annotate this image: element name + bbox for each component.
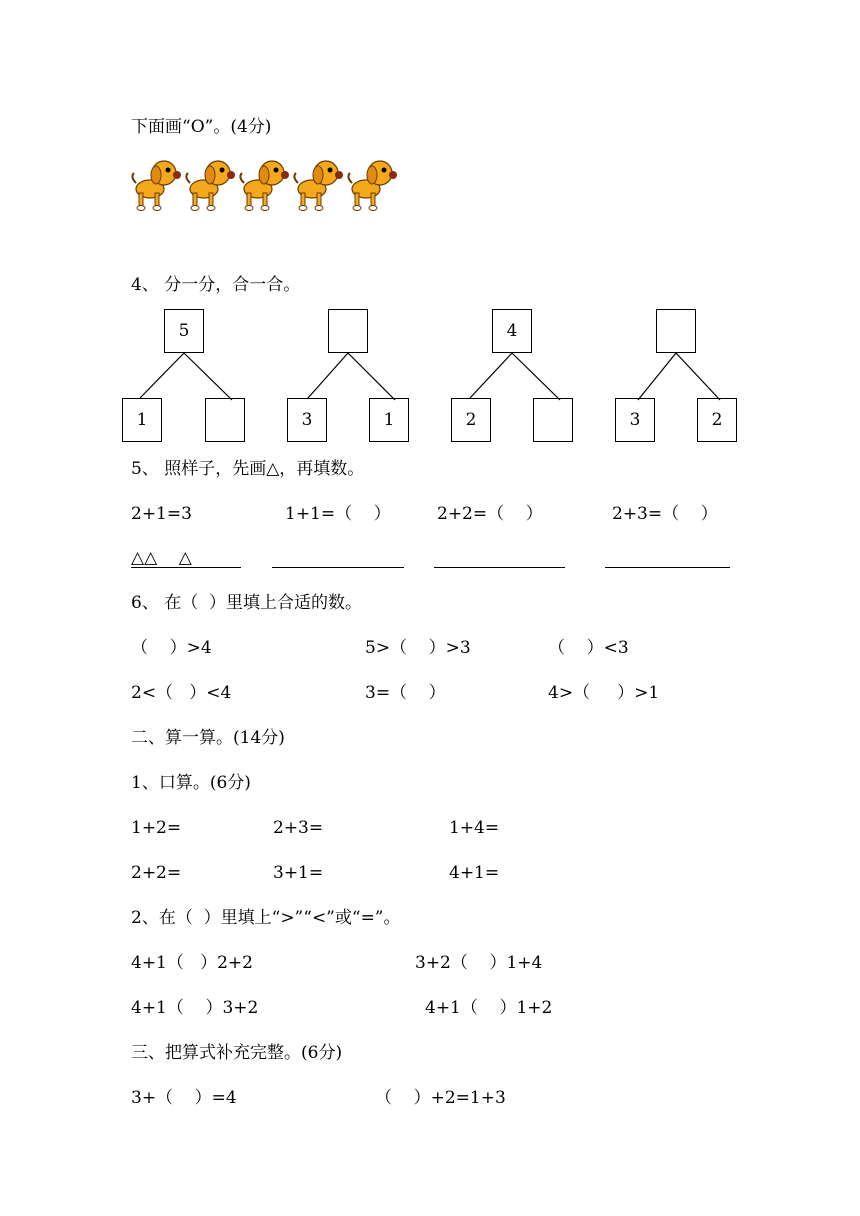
tree-connector-lines <box>0 0 860 460</box>
dog-icon <box>348 161 397 211</box>
compare-3: 4+1（ ）3+2 <box>131 998 259 1018</box>
tree-2-right-box[interactable]: 1 <box>369 398 409 442</box>
dog-icon <box>132 161 181 211</box>
mental-math-1: 1+2= <box>131 818 182 838</box>
section-2-sub1-title: 1、口算。(6分) <box>131 773 251 793</box>
tree-2-top-box[interactable] <box>328 309 368 353</box>
dog-row <box>128 153 408 213</box>
q5-answer-line-2[interactable] <box>434 567 565 568</box>
tree-1-right-box[interactable] <box>205 398 245 442</box>
mental-math-2: 2+3= <box>273 818 324 838</box>
q5-item-2: 2+2=（ ） <box>437 504 543 524</box>
tree-4-top-box[interactable] <box>656 309 696 353</box>
q5-example-equation: 2+1=3 <box>131 504 192 524</box>
q5-example-triangles: △△ △ <box>131 548 192 568</box>
tree-3-top-box[interactable]: 4 <box>492 309 532 353</box>
mental-math-3: 1+4= <box>449 818 500 838</box>
q5-answer-line-1[interactable] <box>272 567 404 568</box>
q6-row1-item3: （ ）<3 <box>548 638 629 658</box>
section-2-sub2-title: 2、在（ ）里填上“>”“<”或“=”。 <box>131 908 401 928</box>
dog-icon <box>186 161 235 211</box>
tree-4-right-box[interactable]: 2 <box>697 398 737 442</box>
compare-2: 3+2（ ）1+4 <box>415 953 543 973</box>
q6-row2-item1: 2<（ ）<4 <box>131 683 232 703</box>
q5-answer-line-3[interactable] <box>605 567 730 568</box>
section-3-title: 三、把算式补充完整。(6分) <box>131 1043 343 1063</box>
compare-4: 4+1（ ）1+2 <box>425 998 553 1018</box>
mental-math-5: 3+1= <box>273 863 324 883</box>
compare-1: 4+1（ ）2+2 <box>131 953 253 973</box>
tree-4-left-box[interactable]: 3 <box>615 398 655 442</box>
tree-1-top-box[interactable]: 5 <box>164 309 204 353</box>
mental-math-4: 2+2= <box>131 863 182 883</box>
q6-row2-item2: 3=（ ） <box>365 683 446 703</box>
q5-example-underline <box>131 567 241 568</box>
q6-row1-item1: （ ）>4 <box>131 638 212 658</box>
complete-equation-2: （ ）+2=1+3 <box>375 1088 506 1108</box>
q4-title: 4、 分一分，合一合。 <box>131 275 301 295</box>
tree-2-left-box[interactable]: 3 <box>287 398 327 442</box>
q5-item-1: 1+1=（ ） <box>285 504 391 524</box>
q5-title: 5、 照样子，先画△，再填数。 <box>131 459 365 479</box>
dog-icon <box>240 161 289 211</box>
q6-title: 6、 在（ ）里填上合适的数。 <box>131 593 363 613</box>
q5-item-3: 2+3=（ ） <box>612 504 718 524</box>
q6-row2-item3: 4>（ ）>1 <box>548 683 660 703</box>
dog-icon <box>294 161 343 211</box>
tree-3-right-box[interactable] <box>533 398 573 442</box>
tree-3-left-box[interactable]: 2 <box>451 398 491 442</box>
q6-row1-item2: 5>（ ）>3 <box>365 638 471 658</box>
q3-instruction-tail: 下面画“O”。(4分) <box>131 117 272 137</box>
tree-1-left-box[interactable]: 1 <box>122 398 162 442</box>
complete-equation-1: 3+（ ）=4 <box>131 1088 237 1108</box>
mental-math-6: 4+1= <box>449 863 500 883</box>
section-2-title: 二、算一算。(14分) <box>131 728 285 748</box>
